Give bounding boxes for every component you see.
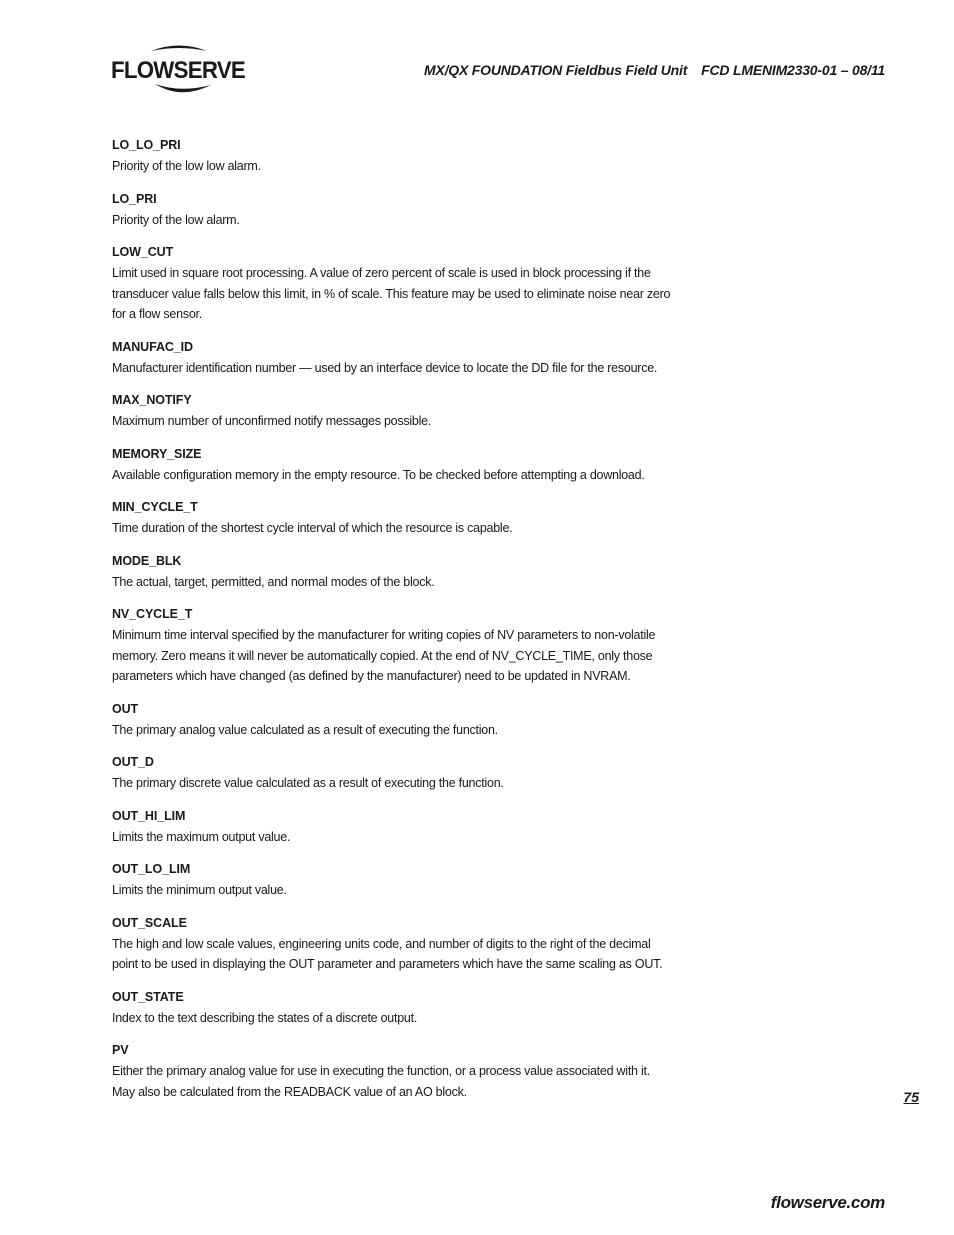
parameter-entry	[112, 754, 672, 794]
parameter-entry	[112, 446, 672, 486]
parameter-description: Maximum number of unconfirmed notify messages possible.	[112, 414, 432, 428]
parameter-description: Index to the text describing the states of a discrete output.	[112, 1010, 418, 1025]
parameter-entry	[112, 915, 672, 975]
parameter-name: MAX_NOTIFY	[112, 393, 192, 407]
flowserve-logo	[111, 42, 247, 96]
parameter-description: Limits the minimum output value.	[112, 883, 287, 897]
parameter-name: NV_CYCLE_T	[112, 607, 193, 621]
parameter-entry	[112, 137, 672, 177]
parameter-description: Limits the maximum output value.	[112, 829, 291, 844]
footer-url: flowserve.com	[770, 1193, 885, 1212]
parameter-description: Limit used in square root processing. A value of zero percent of scale is used in block processing if the transducer value falls below this limit, in % of scale. This feature may be used to eliminate noise near zero for a flow sensor.	[112, 266, 671, 321]
parameter-description: The actual, target, permitted, and normal modes of the block.	[112, 574, 435, 589]
parameter-entry	[112, 191, 672, 231]
parameter-description: The primary discrete value calculated as a result of executing the function.	[112, 776, 504, 790]
parameter-entry	[112, 701, 672, 741]
parameter-name: OUT_LO_LIM	[112, 862, 191, 876]
parameter-entry	[112, 392, 672, 432]
parameter-entry	[112, 499, 672, 539]
parameter-name: MANUFAC_ID	[112, 339, 193, 354]
parameter-entry	[112, 553, 672, 593]
document-title: MX/QX FOUNDATION Fieldbus Field Unit	[423, 62, 688, 78]
parameter-description: Manufacturer identification number — used by an interface device to locate the DD file for the resource.	[112, 360, 658, 375]
parameter-list	[112, 137, 672, 1116]
parameter-name: MIN_CYCLE_T	[112, 500, 198, 514]
page-number: 75	[903, 1089, 919, 1105]
parameter-name: MEMORY_SIZE	[112, 446, 202, 461]
parameter-description: Either the primary analog value for use in executing the function, or a process value associated with it. May also be calculated from the READBACK value of an AO block.	[112, 1064, 650, 1099]
parameter-entry	[112, 808, 672, 848]
parameter-name: LO_PRI	[112, 191, 157, 206]
parameter-name: OUT	[112, 701, 139, 716]
parameter-name: LO_LO_PRI	[112, 138, 181, 152]
parameter-entry	[112, 244, 672, 325]
parameter-description: Time duration of the shortest cycle interval of which the resource is capable.	[112, 521, 513, 535]
parameter-name: OUT_HI_LIM	[112, 808, 186, 823]
parameter-entry	[112, 1042, 672, 1102]
parameter-name: MODE_BLK	[112, 553, 182, 568]
parameter-entry	[112, 606, 672, 687]
parameter-name: OUT_D	[112, 755, 154, 769]
svg-text:FLOWSERVE: FLOWSERVE	[111, 57, 246, 84]
parameter-name: OUT_STATE	[112, 989, 184, 1004]
parameter-description: Priority of the low low alarm.	[112, 159, 261, 173]
parameter-description: Priority of the low alarm.	[112, 212, 240, 227]
parameter-entry	[112, 339, 672, 379]
parameter-description: The high and low scale values, engineering units code, and number of digits to the right of the decimal point to be used in displaying the OUT parameter and parameters which have the same scaling as OUT.	[112, 936, 663, 971]
parameter-description: Available configuration memory in the empty resource. To be checked before attempting a download.	[112, 467, 645, 482]
parameter-name: OUT_SCALE	[112, 915, 187, 930]
parameter-description: Minimum time interval specified by the manufacturer for writing copies of NV parameters to non-volatile memory. Zero means it will never be automatically copied. At the end of NV_CYCLE_TIME, only those parameters which have changed (as defined by the manufacturer) need to be updated in NVRAM.	[112, 628, 656, 683]
parameter-entry	[112, 861, 672, 901]
parameter-description: The primary analog value calculated as a result of executing the function.	[112, 722, 498, 737]
parameter-name: PV	[112, 1043, 129, 1057]
parameter-name: LOW_CUT	[112, 245, 174, 259]
parameter-entry	[112, 989, 672, 1029]
document-header	[424, 62, 885, 78]
document-code: FCD LMENIM2330-01 – 08/11	[701, 62, 885, 78]
